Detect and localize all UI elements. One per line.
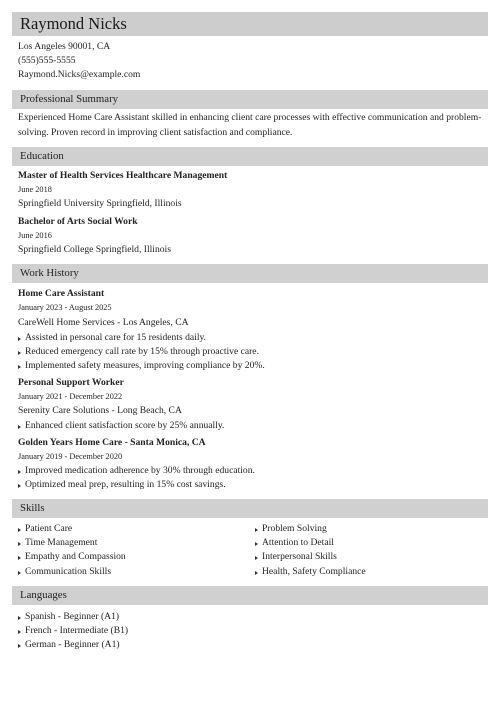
bullet-icon [18, 425, 21, 429]
section-title-work: Work History [20, 267, 79, 279]
section-title-skills: Skills [20, 502, 45, 514]
education-date: June 2018 [18, 185, 52, 194]
bullet-icon [255, 542, 258, 546]
section-header-skills [12, 499, 488, 518]
bullet-icon [18, 542, 21, 546]
job-dates: January 2019 - December 2020 [18, 452, 123, 461]
bullet-icon [255, 571, 258, 575]
resume-page: Raymond Nicks Los Angeles 90001, CA (555)555-5555 Raymond.Nicks@example.com Professional Summary Experienced Home Care Assistant skilled in enhancing client care processes with effective communication and problem- solving. Proven record in improving client satisfaction and compliance. Education Master of Health Services Healthcare Management June 2018 Springfield University Springfield, Illinois Bachelor of Arts Social Work June 2016 Springfield College Springfield, Illinois Work History Home Care Assistant January 2023 - August 2025 CareWell Home Services - Los Angeles, CA Assisted in personal care for 15 residents daily. Reduced emergency call rate by 15% through proactive care. Implemented safety measures, improving compliance by 20%. Personal Support Worker January 2021 - December 2022 Serenity Care Solutions - Long Beach, CA Enhanced client satisfaction score by 25% annually. Golden Years Home Care - Santa Monica, CA January 2019 - December 2020 Improved medication adherence by 30% through education. Optimized meal prep, resulting in 15% cost savings. Skills Patient Care Time Management Empathy and Compassion Communication Skills Problem Solving Attention to Detail Interpersonal Skills Health, Safety Compliance Languages Spanish - Beginner (A1) French - Intermediate (B1) German - Beginner (A1) [0, 0, 500, 704]
summary-line-1: Experienced Home Care Assistant skilled in enhancing client care processes with effective communication and problem- [18, 112, 482, 123]
bullet-icon [18, 365, 21, 369]
education-degree: Master of Health Services Healthcare Management [18, 170, 228, 181]
contact-address: Los Angeles 90001, CA [18, 41, 111, 52]
job-company: CareWell Home Services - Los Angeles, CA [18, 317, 189, 328]
bullet-icon [18, 644, 21, 648]
job-dates: January 2023 - August 2025 [18, 303, 112, 312]
section-header-work [12, 264, 488, 283]
contact-phone: (555)555-5555 [18, 55, 76, 66]
bullet-icon [18, 571, 21, 575]
section-title-languages: Languages [20, 589, 67, 601]
bullet-icon [18, 484, 21, 488]
summary-text [18, 111, 484, 140]
candidate-name: Raymond Nicks [20, 14, 127, 33]
section-title-summary: Professional Summary [20, 93, 119, 105]
education-date: June 2016 [18, 231, 52, 240]
section-header-education [12, 147, 488, 166]
education-degree: Bachelor of Arts Social Work [18, 216, 138, 227]
bullet-icon [18, 337, 21, 341]
bullet-icon [255, 528, 258, 532]
contact-email: Raymond.Nicks@example.com [18, 69, 141, 80]
education-school: Springfield College Springfield, Illinois [18, 244, 171, 255]
education-school: Springfield University Springfield, Illinois [18, 198, 182, 209]
bullet-icon [18, 630, 21, 634]
section-title-education: Education [20, 150, 64, 162]
bullet-icon [18, 616, 21, 620]
job-dates: January 2021 - December 2022 [18, 392, 123, 401]
summary-line-2: solving. Proven record in improving client satisfaction and compliance. [18, 126, 293, 138]
job-title: Personal Support Worker [18, 377, 124, 388]
job-company: Serenity Care Solutions - Long Beach, CA [18, 405, 182, 416]
section-header-summary [12, 90, 488, 109]
name-banner [12, 12, 488, 36]
bullet-icon [18, 528, 21, 532]
bullet-icon [18, 470, 21, 474]
job-title: Home Care Assistant [18, 288, 105, 299]
bullet-icon [18, 351, 21, 355]
bullet-icon [255, 556, 258, 560]
bullet-icon [18, 556, 21, 560]
job-title: Golden Years Home Care - Santa Monica, CA [18, 437, 206, 448]
section-header-languages [12, 586, 488, 605]
